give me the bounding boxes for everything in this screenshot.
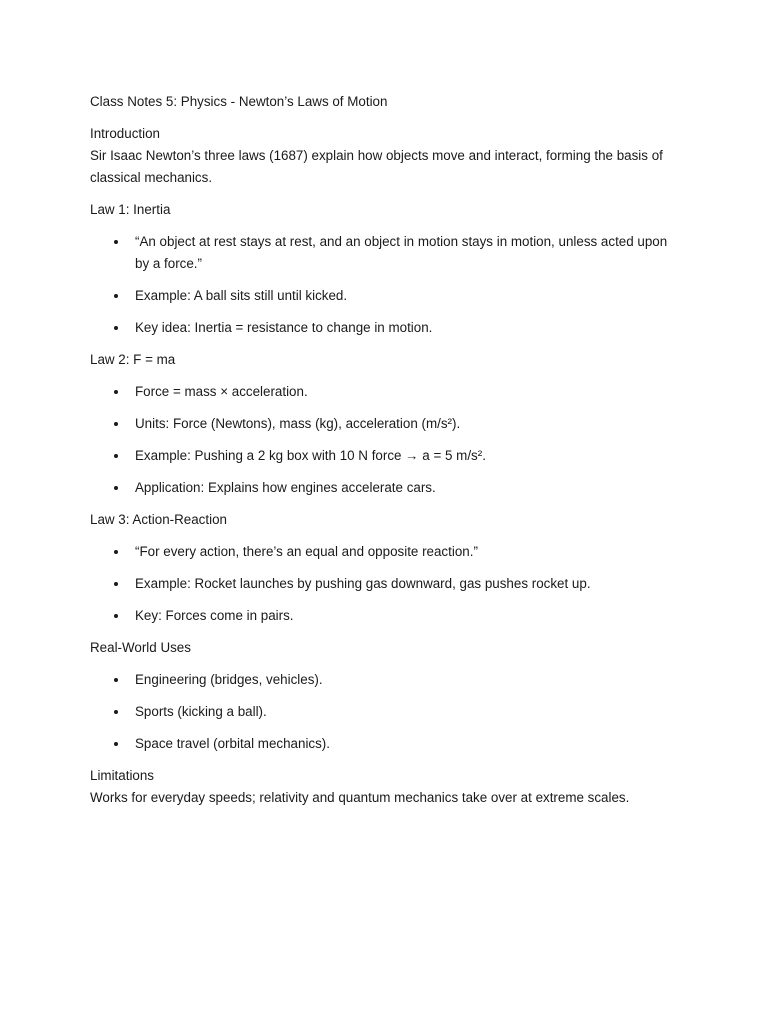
list-item-text: Key: Forces come in pairs.: [135, 608, 294, 623]
law1-list: [90, 231, 680, 339]
section-heading-limitations: Limitations: [90, 768, 155, 783]
list-item-text: Sports (kicking a ball).: [135, 704, 267, 719]
list-item: [90, 231, 680, 275]
bullet-icon: [114, 614, 118, 618]
section-heading-law1: Law 1: Inertia: [90, 202, 171, 217]
bullet-icon: [114, 678, 118, 682]
list-item: [90, 733, 680, 755]
bullet-icon: [114, 294, 118, 298]
list-item-text: Key idea: Inertia = resistance to change in motion.: [135, 320, 433, 335]
bullet-icon: [114, 422, 118, 426]
bullet-icon: [114, 240, 118, 244]
list-item: [90, 477, 680, 499]
list-item: [90, 669, 680, 691]
bullet-icon: [114, 710, 118, 714]
list-item: [90, 573, 680, 595]
list-item-text: Force = mass × acceleration.: [135, 384, 308, 399]
list-item: [90, 445, 680, 467]
list-item-text: Engineering (bridges, vehicles).: [135, 672, 323, 687]
section-heading-real-world-uses: Real-World Uses: [90, 640, 191, 655]
section-heading-introduction: Introduction: [90, 126, 160, 141]
list-item: [90, 541, 680, 563]
section-heading-law2: Law 2: F = ma: [90, 352, 176, 367]
limitations-text: Works for everyday speeds; relativity and quantum mechanics take over at extreme scales.: [90, 790, 630, 805]
introduction-text: Sir Isaac Newton’s three laws (1687) explain how objects move and interact, forming the basis of classical mechanics.: [90, 148, 663, 185]
list-item-text: Example: Rocket launches by pushing gas downward, gas pushes rocket up.: [135, 576, 591, 591]
bullet-icon: [114, 326, 118, 330]
list-item: [90, 285, 680, 307]
list-item: [90, 381, 680, 403]
list-item-text: Units: Force (Newtons), mass (kg), acceleration (m/s²).: [135, 416, 461, 431]
bullet-icon: [114, 582, 118, 586]
document-page: [90, 91, 680, 819]
bullet-icon: [114, 742, 118, 746]
bullet-icon: [114, 486, 118, 490]
list-item-text: “For every action, there’s an equal and opposite reaction.”: [135, 544, 478, 559]
uses-list: [90, 669, 680, 755]
list-item-text: Example: A ball sits still until kicked.: [135, 288, 348, 303]
list-item-text: Application: Explains how engines accelerate cars.: [135, 480, 436, 495]
law3-list: [90, 541, 680, 627]
law2-list: [90, 381, 680, 499]
list-item: [90, 317, 680, 339]
section-heading-law3: Law 3: Action-Reaction: [90, 512, 227, 527]
list-item-text: Space travel (orbital mechanics).: [135, 736, 330, 751]
bullet-icon: [114, 454, 118, 458]
list-item: [90, 605, 680, 627]
list-item: [90, 701, 680, 723]
bullet-icon: [114, 390, 118, 394]
document-title: Class Notes 5: Physics - Newton’s Laws of Motion: [90, 94, 388, 109]
list-item: [90, 413, 680, 435]
list-item-text: “An object at rest stays at rest, and an object in motion stays in motion, unless acted upon by a force.”: [135, 234, 668, 271]
list-item-text: Example: Pushing a 2 kg box with 10 N force → a = 5 m/s².: [135, 448, 486, 463]
bullet-icon: [114, 550, 118, 554]
